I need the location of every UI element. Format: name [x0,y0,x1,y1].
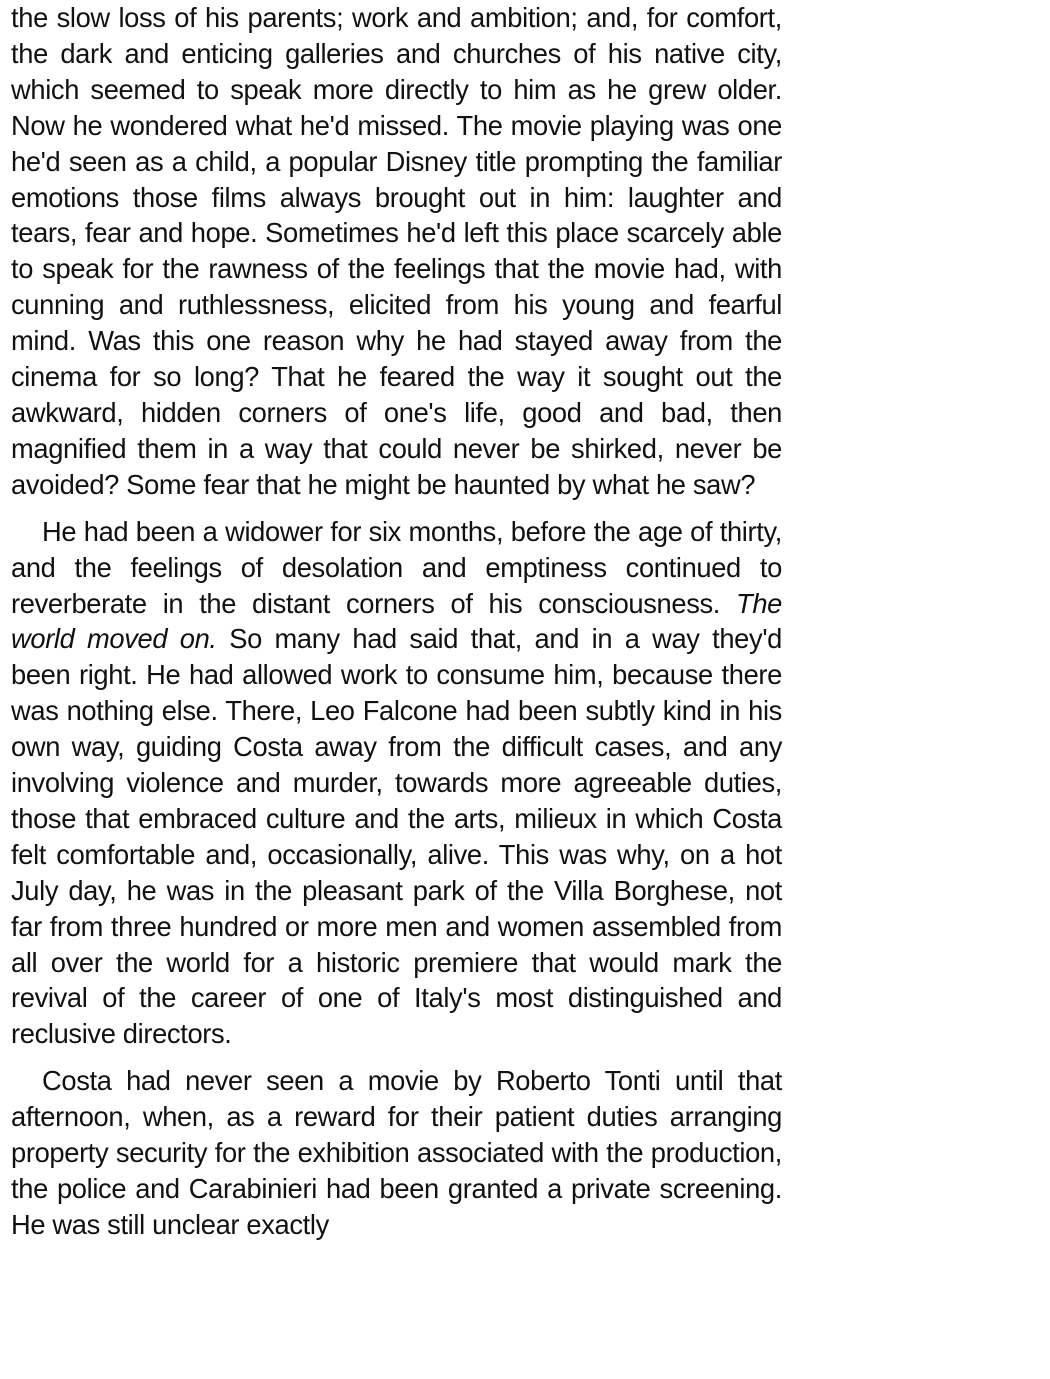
paragraph-1: the slow loss of his parents; work and ambition; and, for comfort, the dark and enticing galleries and churches of his native city, which seemed to speak more directly to him as he grew older. Now he wondered what he'd missed. The movie playing was one he'd seen as a child, a popular Disney title prompting the familiar emotions those films always brought out in him: laughter and tears, fear and hope. Sometimes he'd left this place scarcely able to speak for the rawness of the feelings that the movie had, with cunning and ruthlessness, elicited from his young and fearful mind. Was this one reason why he had stayed away from the cinema for so long? That he feared the way it sought out the awkward, hidden corners of one's life, good and bad, then magnified them in a way that could never be shirked, never be avoided? Some fear that he might be haunted by what he saw? [11,2,782,500]
paragraph-2-italic-phrase: The world moved on. [11,587,782,655]
paragraph-3: Costa had never seen a movie by Roberto Tonti until that afternoon, when, as a reward for their patient duties arranging property security for the exhibition associated with the production, the police and Carabinieri had been granted a private screening. He was still unclear exactly [11,1065,782,1240]
paragraph-2-text-after: So many had said that, and in a way they'd been right. He had allowed work to consume him, because there was nothing else. There, Leo Falcone had been subtly kind in his own way, guiding Costa away from the difficult cases, and any involving violence and murder, towards more agreeable duties, those that embraced culture and the arts, milieux in which Costa felt comfortable and, occasionally, alive. This was why, on a hot July day, he was in the pleasant park of the Villa Borghese, not far from three hundred or more men and women assembled from all over the world for a historic premiere that would mark the revival of the career of one of Italy's most distinguished and reclusive directors. [11,623,783,1050]
paragraph-2-text-before: He had been a widower for six months, before the age of thirty, and the feelings of desolation and emptiness continued to reverberate in the distant corners of his consciousness. [11,515,782,619]
paragraph-2 [11,514,782,1053]
page-text [11,0,782,1243]
